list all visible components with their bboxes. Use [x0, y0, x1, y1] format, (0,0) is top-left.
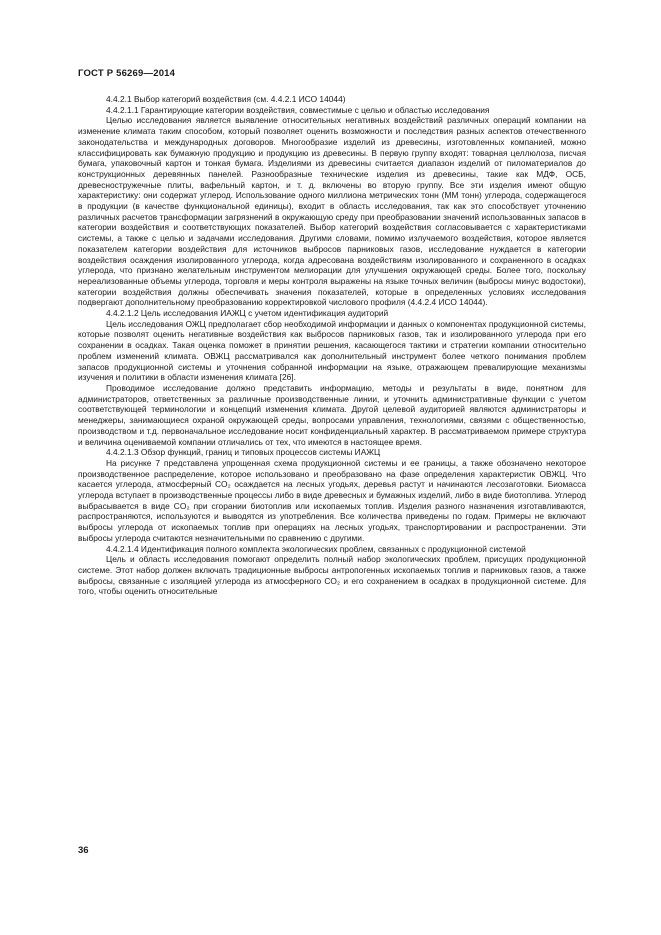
- document-code-header: ГОСТ Р 56269—2014: [78, 68, 176, 79]
- body-paragraph: На рисунке 7 представлена упрощенная схема продукционной системы и ее границы, а также обозначено некоторое производственное распределение, которое использовано и преобразовано на фазе определения характеристик ОВЖЦ. Что касается углерода, атмосферный CO₂ осаждается на лесных угодьях, деревья растут и начинаются лесозаготовки. Биомасса углерода вступает в производственные процессы либо в виде древесных и бумажных изделий, либо в виде биотоплива. Углерод выбрасывается в виде CO₂ при сгорании биотоплив или ископаемых топлив. Изделия разного назначения изготавливаются, распространяются, используются и выводятся из употребления. Все количества приведены по годам. Примеры не включают выбросы углерода от ископаемых топлив при операциях на лесных угодьях, транспортировании и распространении. Эти выбросы углерода считаются незначительными по сравнению с другими.: [78, 457, 586, 543]
- body-paragraph: Проводимое исследование должно представить информацию, методы и результаты в виде, понятном для администраторов, ответственных за различные производственные линии, и уточнить административные функции с учетом соответствующей терминологии и концепций изменения климата. Другой целевой аудиторией являются администраторы и менеджеры, занимающиеся охраной окружающей среды, вопросами управления, технологиями, связями с общественностью, производством и т.д. первоначальное исследование носит конфиденциальный характер. В рассматриваемом примере структура и величина оцениваемой компании отличались от тех, что имеются в настоящее время.: [78, 382, 586, 447]
- clause-heading: 4.4.2.1.3 Обзор функций, границ и типовых процессов системы ИАЖЦ: [106, 447, 381, 458]
- clause-heading: 4.4.2.1 Выбор категорий воздействия (см. 4.4.2.1 ИСО 14044): [106, 94, 346, 104]
- clause-heading: 4.4.2.1.1 Гарантирующие категории воздействия, совместимые с целью и областью исследования: [106, 104, 490, 115]
- body-paragraph: Цель и область исследования помогают определить полный набор экологических проблем, присущих продукционной системе. Этот набор должен включать традиционные выбросы антропогенных ископаемых топлив и парниковых газов, а также выбросы, связанные с изоляцией углерода из атмосферного CO₂ и его сохранением в осадках в продукционной системе. Для того, чтобы оценить относительные: [78, 554, 586, 597]
- body-paragraph: Цель исследования ОЖЦ предполагает сбор необходимой информации и данных о компонентах продукционной системы, которые позволят оценить негативные воздействия как выбросов парниковых газов, так и изолированного углерода при его сохранении в осадках. Такая оценка поможет в принятии решения, касающегося тактики и стратегии компании относительно проблем изменений климата. ОВЖЦ рассматривался как дополнительный инструмент более четкого понимания проблем запасов продукционной системы и уточнения собранной информации на языке, отражающем превалирующие механизмы изучения и политики в области изменения климата [26].: [78, 318, 586, 383]
- body-paragraph: Целью исследования является выявление относительных негативных воздействий различных операций компании на изменение климата таким способом, который позволяет оценить возможности и последствия разных аспектов отечественного законодательства и международных договоров. Многообразие изделий из древесины, изготовленных компанией, можно классифицировать как бумажную продукцию и продукцию из древесины. В первую группу входят: товарная целлюлоза, писчая бумага, упаковочный картон и тонкая бумага. Изделиями из древесины считается диапазон изделий от пиломатериалов до конструкционных деревянных панелей. Разнообразные технические изделия из древесины, такие как МДФ, ОСБ, древесностружечные плиты, вафельный картон, и т. д. включены во вторую группу. Все эти изделия имеют общую характеристику: они содержат углерод. Использование одного миллиона метрических тонн (ММ тонн) углерода, содержащегося в продукции (в качестве функциональной единицы), входит в область исследования, так как это способствует уточнению различных расчетов трансформации загрязнений в окружающую среду при преобразовании значений использованных запасов в категории воздействия и соответствующих показателей. Выбор категорий воздействия согласовывается с характеристиками системы, а также с целью и задачами исследования. Другими словами, помимо излучаемого воздействия, которое является показателем категории воздействия для источников выбросов парниковых газов, исследование нуждается в категории воздействия осаждения изолированного углерода, когда адресована воздействиям изолированного и сохраненного в осадках углерода, что признано желательным инструментом мелиорации для улучшения окружающей среды. Более того, поскольку нереализованные объемы углерода, торговля и меры контроля выражены на языке точных величин (выбросы минус водостоки), категории воздействия должны обеспечивать значения показателей, которые в определенных условиях исследования подвергают дополнительному преобразованию корректировкой числового профиля (4.4.2.4 ИСО 14044).: [78, 115, 586, 308]
- clause-heading: 4.4.2.1.2 Цель исследования ИАЖЦ с учетом идентификация аудиторий: [106, 308, 389, 319]
- body-text: [78, 94, 586, 597]
- clause-heading: 4.4.2.1.4 Идентификация полного комплекта экологических проблем, связанных с продукционной системой: [106, 543, 526, 554]
- page-number: 36: [78, 845, 89, 856]
